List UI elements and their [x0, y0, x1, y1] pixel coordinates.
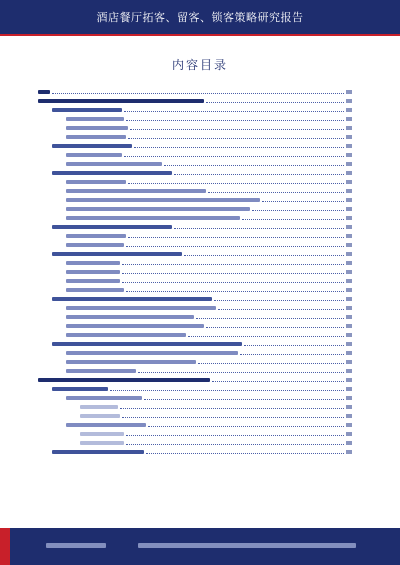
leader-dots	[124, 153, 344, 157]
toc-page-number	[346, 387, 352, 391]
table-of-contents	[38, 88, 352, 508]
leader-dots	[184, 252, 344, 256]
toc-page-number	[346, 414, 352, 418]
toc-page-number	[346, 90, 352, 94]
toc-entry-label	[80, 432, 124, 436]
toc-entry-label	[66, 117, 124, 121]
toc-entry-label	[66, 423, 146, 427]
toc-page-number	[346, 189, 352, 193]
toc-entry-label	[66, 162, 162, 166]
toc-entry-label	[66, 333, 186, 337]
toc-entry[interactable]	[38, 115, 352, 123]
leader-dots	[122, 414, 344, 418]
toc-entry[interactable]	[38, 430, 352, 438]
leader-dots	[122, 279, 344, 283]
leader-dots	[164, 162, 344, 166]
footer-slogan	[46, 543, 106, 548]
toc-entry-label	[38, 99, 204, 103]
toc-entry[interactable]	[38, 367, 352, 375]
leader-dots	[128, 135, 344, 139]
leader-dots	[174, 171, 344, 175]
toc-entry[interactable]	[38, 412, 352, 420]
toc-entry-label	[52, 450, 144, 454]
leader-dots	[188, 333, 344, 337]
toc-page-number	[346, 288, 352, 292]
toc-entry[interactable]	[38, 385, 352, 393]
toc-entry-label	[52, 387, 108, 391]
toc-entry-label	[66, 189, 206, 193]
toc-entry[interactable]	[38, 250, 352, 258]
toc-entry[interactable]	[38, 151, 352, 159]
toc-page-number	[346, 315, 352, 319]
toc-entry-label	[52, 252, 182, 256]
report-title: 酒店餐厅拓客、留客、锁客策略研究报告	[96, 11, 304, 24]
leader-dots	[244, 342, 344, 346]
toc-entry[interactable]	[38, 448, 352, 456]
toc-entry[interactable]	[38, 313, 352, 321]
toc-entry[interactable]	[38, 88, 352, 96]
toc-page-number	[346, 405, 352, 409]
toc-entry-label	[66, 243, 124, 247]
toc-entry[interactable]	[38, 340, 352, 348]
leader-dots	[126, 441, 344, 445]
header-accent-line	[0, 34, 400, 36]
leader-dots	[206, 324, 344, 328]
leader-dots	[212, 378, 344, 382]
toc-entry-label	[66, 270, 120, 274]
toc-entry[interactable]	[38, 106, 352, 114]
toc-entry-label	[66, 324, 204, 328]
toc-page-number	[346, 306, 352, 310]
toc-entry[interactable]	[38, 358, 352, 366]
toc-page-number	[346, 279, 352, 283]
toc-entry[interactable]	[38, 241, 352, 249]
toc-entry[interactable]	[38, 394, 352, 402]
toc-entry[interactable]	[38, 169, 352, 177]
toc-entry[interactable]	[38, 160, 352, 168]
toc-page-number	[346, 135, 352, 139]
leader-dots	[134, 144, 344, 148]
leader-dots	[126, 432, 344, 436]
leader-dots	[262, 198, 344, 202]
toc-entry[interactable]	[38, 223, 352, 231]
toc-page-number	[346, 234, 352, 238]
toc-title: 内容目录	[171, 58, 228, 72]
toc-entry[interactable]	[38, 286, 352, 294]
toc-page-number	[346, 117, 352, 121]
leader-dots	[124, 108, 344, 112]
toc-entry-label	[38, 378, 210, 382]
toc-page-number	[346, 108, 352, 112]
toc-entry-label	[66, 351, 238, 355]
toc-page-number	[346, 225, 352, 229]
toc-page-number	[346, 441, 352, 445]
leader-dots	[218, 306, 344, 310]
toc-entry[interactable]	[38, 196, 352, 204]
toc-page-number	[346, 99, 352, 103]
leader-dots	[110, 387, 344, 391]
leader-dots	[126, 243, 344, 247]
leader-dots	[242, 216, 344, 220]
toc-entry-label	[52, 342, 242, 346]
toc-page-number	[346, 252, 352, 256]
leader-dots	[128, 180, 344, 184]
toc-entry-label	[66, 396, 142, 400]
toc-page-number	[346, 450, 352, 454]
toc-entry[interactable]	[38, 142, 352, 150]
toc-page-number	[346, 270, 352, 274]
toc-entry[interactable]	[38, 376, 352, 384]
toc-entry[interactable]	[38, 205, 352, 213]
leader-dots	[138, 369, 344, 373]
toc-entry-label	[52, 144, 132, 148]
leader-dots	[126, 117, 344, 121]
toc-page-number	[346, 126, 352, 130]
leader-dots	[122, 261, 344, 265]
toc-entry[interactable]	[38, 178, 352, 186]
toc-entry[interactable]	[38, 214, 352, 222]
leader-dots	[126, 288, 344, 292]
toc-entry-label	[66, 369, 136, 373]
toc-page-number	[346, 360, 352, 364]
toc-entry[interactable]	[38, 295, 352, 303]
toc-entry[interactable]	[38, 232, 352, 240]
toc-entry-label	[80, 414, 120, 418]
toc-entry-label	[66, 153, 122, 157]
footer-accent-block	[0, 528, 10, 565]
leader-dots	[148, 423, 344, 427]
toc-page-number	[346, 198, 352, 202]
leader-dots	[120, 405, 344, 409]
toc-page-number	[346, 144, 352, 148]
header-bar	[0, 0, 400, 34]
toc-entry[interactable]	[38, 331, 352, 339]
toc-page-number	[346, 432, 352, 436]
toc-entry-label	[66, 315, 194, 319]
toc-page-number	[346, 153, 352, 157]
toc-entry-label	[66, 288, 124, 292]
leader-dots	[122, 270, 344, 274]
toc-entry-label	[66, 360, 196, 364]
leader-dots	[252, 207, 344, 211]
toc-entry-label	[66, 135, 126, 139]
leader-dots	[52, 90, 344, 94]
toc-page-number	[346, 216, 352, 220]
leader-dots	[130, 126, 344, 130]
toc-entry-label	[80, 441, 124, 445]
toc-page-number	[346, 171, 352, 175]
leader-dots	[208, 189, 344, 193]
toc-entry[interactable]	[38, 187, 352, 195]
leader-dots	[196, 315, 344, 319]
toc-entry[interactable]	[38, 124, 352, 132]
toc-entry-label	[80, 405, 118, 409]
toc-entry-label	[66, 261, 120, 265]
toc-entry[interactable]	[38, 322, 352, 330]
toc-entry[interactable]	[38, 403, 352, 411]
toc-entry-label	[66, 216, 240, 220]
toc-entry-label	[66, 198, 260, 202]
toc-page-number	[346, 297, 352, 301]
toc-entry-label	[66, 279, 120, 283]
toc-entry[interactable]	[38, 439, 352, 447]
toc-page-number	[346, 351, 352, 355]
toc-page-number	[346, 324, 352, 328]
toc-page-number	[346, 333, 352, 337]
toc-page-number	[346, 162, 352, 166]
leader-dots	[146, 450, 344, 454]
toc-entry-label	[66, 126, 128, 130]
leader-dots	[206, 99, 344, 103]
toc-page-number	[346, 342, 352, 346]
toc-page-number	[346, 243, 352, 247]
toc-entry[interactable]	[38, 133, 352, 141]
toc-page-number	[346, 378, 352, 382]
leader-dots	[174, 225, 344, 229]
toc-page-number	[346, 180, 352, 184]
toc-entry[interactable]	[38, 304, 352, 312]
toc-entry-label	[52, 171, 172, 175]
toc-page-number	[346, 369, 352, 373]
leader-dots	[128, 234, 344, 238]
toc-entry[interactable]	[38, 97, 352, 105]
toc-entry-label	[66, 234, 126, 238]
toc-page-number	[346, 423, 352, 427]
toc-entry[interactable]	[38, 259, 352, 267]
toc-entry-label	[52, 108, 122, 112]
leader-dots	[198, 360, 344, 364]
leader-dots	[240, 351, 344, 355]
toc-entry-label	[52, 225, 172, 229]
leader-dots	[144, 396, 344, 400]
toc-entry[interactable]	[38, 277, 352, 285]
toc-page-number	[346, 207, 352, 211]
toc-entry-label	[66, 207, 250, 211]
toc-entry[interactable]	[38, 421, 352, 429]
footer-bar	[0, 528, 400, 565]
toc-page-number	[346, 396, 352, 400]
toc-page-number	[346, 261, 352, 265]
toc-entry-label	[38, 90, 50, 94]
toc-entry-label	[66, 180, 126, 184]
toc-entry-label	[52, 297, 212, 301]
leader-dots	[214, 297, 344, 301]
toc-entry[interactable]	[38, 349, 352, 357]
toc-entry-label	[66, 306, 216, 310]
footer-tagline	[138, 543, 356, 548]
toc-entry[interactable]	[38, 268, 352, 276]
